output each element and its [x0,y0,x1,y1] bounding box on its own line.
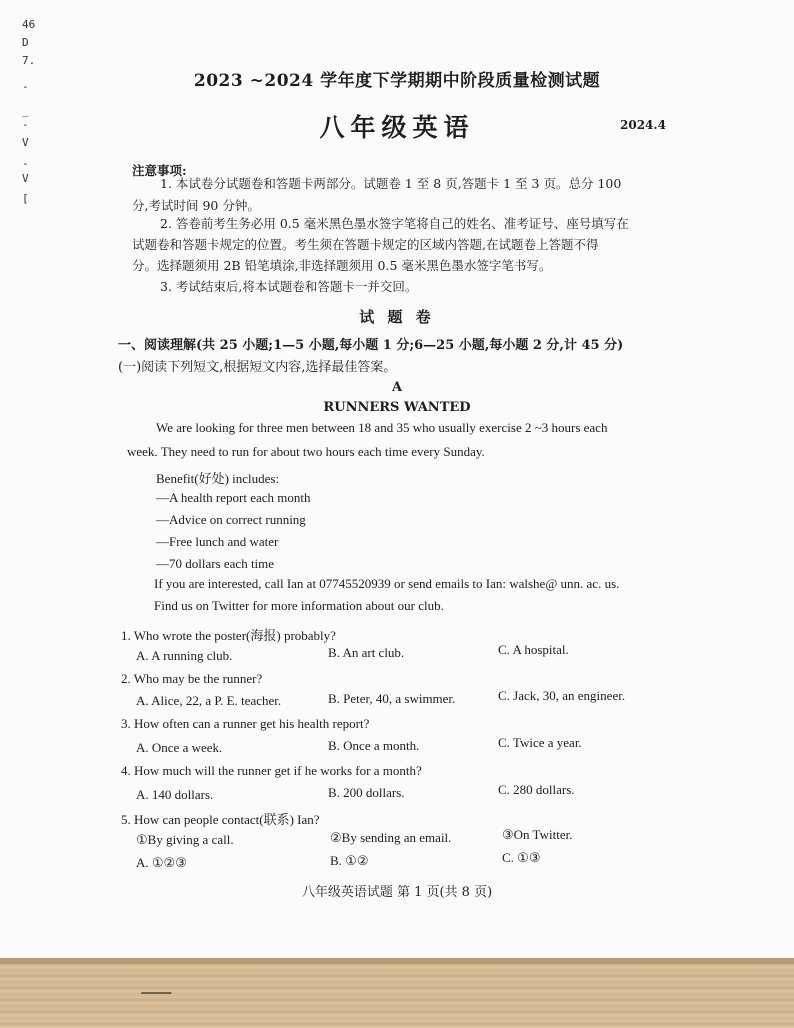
option-a: A. A running club. [136,648,233,663]
option-b: B. ①② [330,853,369,868]
notes-line: 分。选择题须用 2B 铅笔填涂,非选择题须用 0.5 毫米黑色墨水签字笔书写。 [132,258,552,273]
passage-line: We are looking for three men between 18 and 35 who usually exercise 2 ~3 hours each [156,420,608,435]
option-b: B. An art club. [328,645,405,660]
notes-line: 3. 考试结束后,将本试题卷和答题卡一并交回。 [160,279,418,294]
option-2: ②By sending an email. [330,830,452,845]
question: 2. Who may be the runner? [121,671,263,686]
question: 3. How often can a runner get his health report? [121,716,370,731]
option-3: ③On Twitter. [502,827,573,842]
exam-title: 2023 ~2024 学年度下学期期中阶段质量检测试题 [193,71,601,91]
passage-line: Find us on Twitter for more information about our club. [154,598,444,613]
section-title: 试 题 卷 [359,308,435,326]
edge-mark: 46 [22,18,36,31]
benefit-item: —Advice on correct running [156,512,306,527]
part-title: 一、阅读理解(共 25 小题;1—5 小题,每小题 1 分;6—25 小题,每小题 2 分,计 45 分) [118,338,624,353]
notes-line: 2. 答卷前考生务必用 0.5 毫米黑色墨水签字笔将自己的姓名、准考证号、座号填写在 [160,216,629,231]
edge-mark: - [22,118,29,131]
option-c: C. Twice a year. [498,735,582,750]
passage-title: RUNNERS WANTED [323,400,471,415]
question: 5. How can people contact(联系) Ian? [121,812,320,827]
notes-line: 1. 本试卷分试题卷和答题卡两部分。试题卷 1 至 8 页,答题卡 1 至 3 页。总分 100 [160,176,622,191]
passage-line: Benefit(好处) includes: [156,471,280,486]
option-c: C. Jack, 30, an engineer. [498,688,626,703]
option-c: C. A hospital. [498,642,569,657]
notes-line: 分,考试时间 90 分钟。 [132,198,260,213]
benefit-item: —A health report each month [156,490,311,505]
option-a: A. Alice, 22, a P. E. teacher. [136,693,282,708]
benefit-item: —70 dollars each time [156,556,275,571]
subject-title: 八年级英语 [319,113,475,142]
option-1: ①By giving a call. [136,832,234,847]
option-a: A. Once a week. [136,740,223,755]
edge-mark: D [22,36,29,49]
option-c: C. ①③ [502,850,541,865]
edge-mark: - [22,80,29,93]
page-footer: 八年级英语试题 第 1 页(共 8 页) [301,885,493,900]
notes-line: 试题卷和答题卡规定的位置。考生须在答题卡规定的区域内答题,在试题卷上答题不得 [132,237,599,252]
question: 1. Who wrote the poster(海报) probably? [121,628,336,643]
passage-letter: A [391,380,403,395]
edge-mark: V [22,136,29,149]
exam-date: 2024.4 [620,118,666,132]
passage-line: If you are interested, call Ian at 07745520939 or send emails to Ian: walshe@ unn. ac. us. [154,576,620,591]
option-b: B. Once a month. [328,738,420,753]
benefit-item: —Free lunch and water [156,534,279,549]
question: 4. How much will the runner get if he works for a month? [121,763,422,778]
paper-edge-shadow [0,958,794,964]
part-instruction: (一)阅读下列短文,根据短文内容,选择最佳答案。 [118,360,397,375]
edge-mark: _ [22,104,29,117]
option-a: A. ①②③ [136,855,187,870]
edge-mark: 7. [22,54,36,67]
edge-mark: [ [22,192,29,205]
option-b: B. Peter, 40, a swimmer. [328,691,456,706]
passage-line: week. They need to run for about two hours each time every Sunday. [127,444,485,459]
edge-mark: - [22,157,29,170]
option-b: B. 200 dollars. [328,785,405,800]
option-c: C. 280 dollars. [498,782,575,797]
desk-background [0,958,794,1028]
notes-heading: 注意事项: [132,163,187,178]
option-a: A. 140 dollars. [136,787,214,802]
edge-mark: V [22,172,29,185]
